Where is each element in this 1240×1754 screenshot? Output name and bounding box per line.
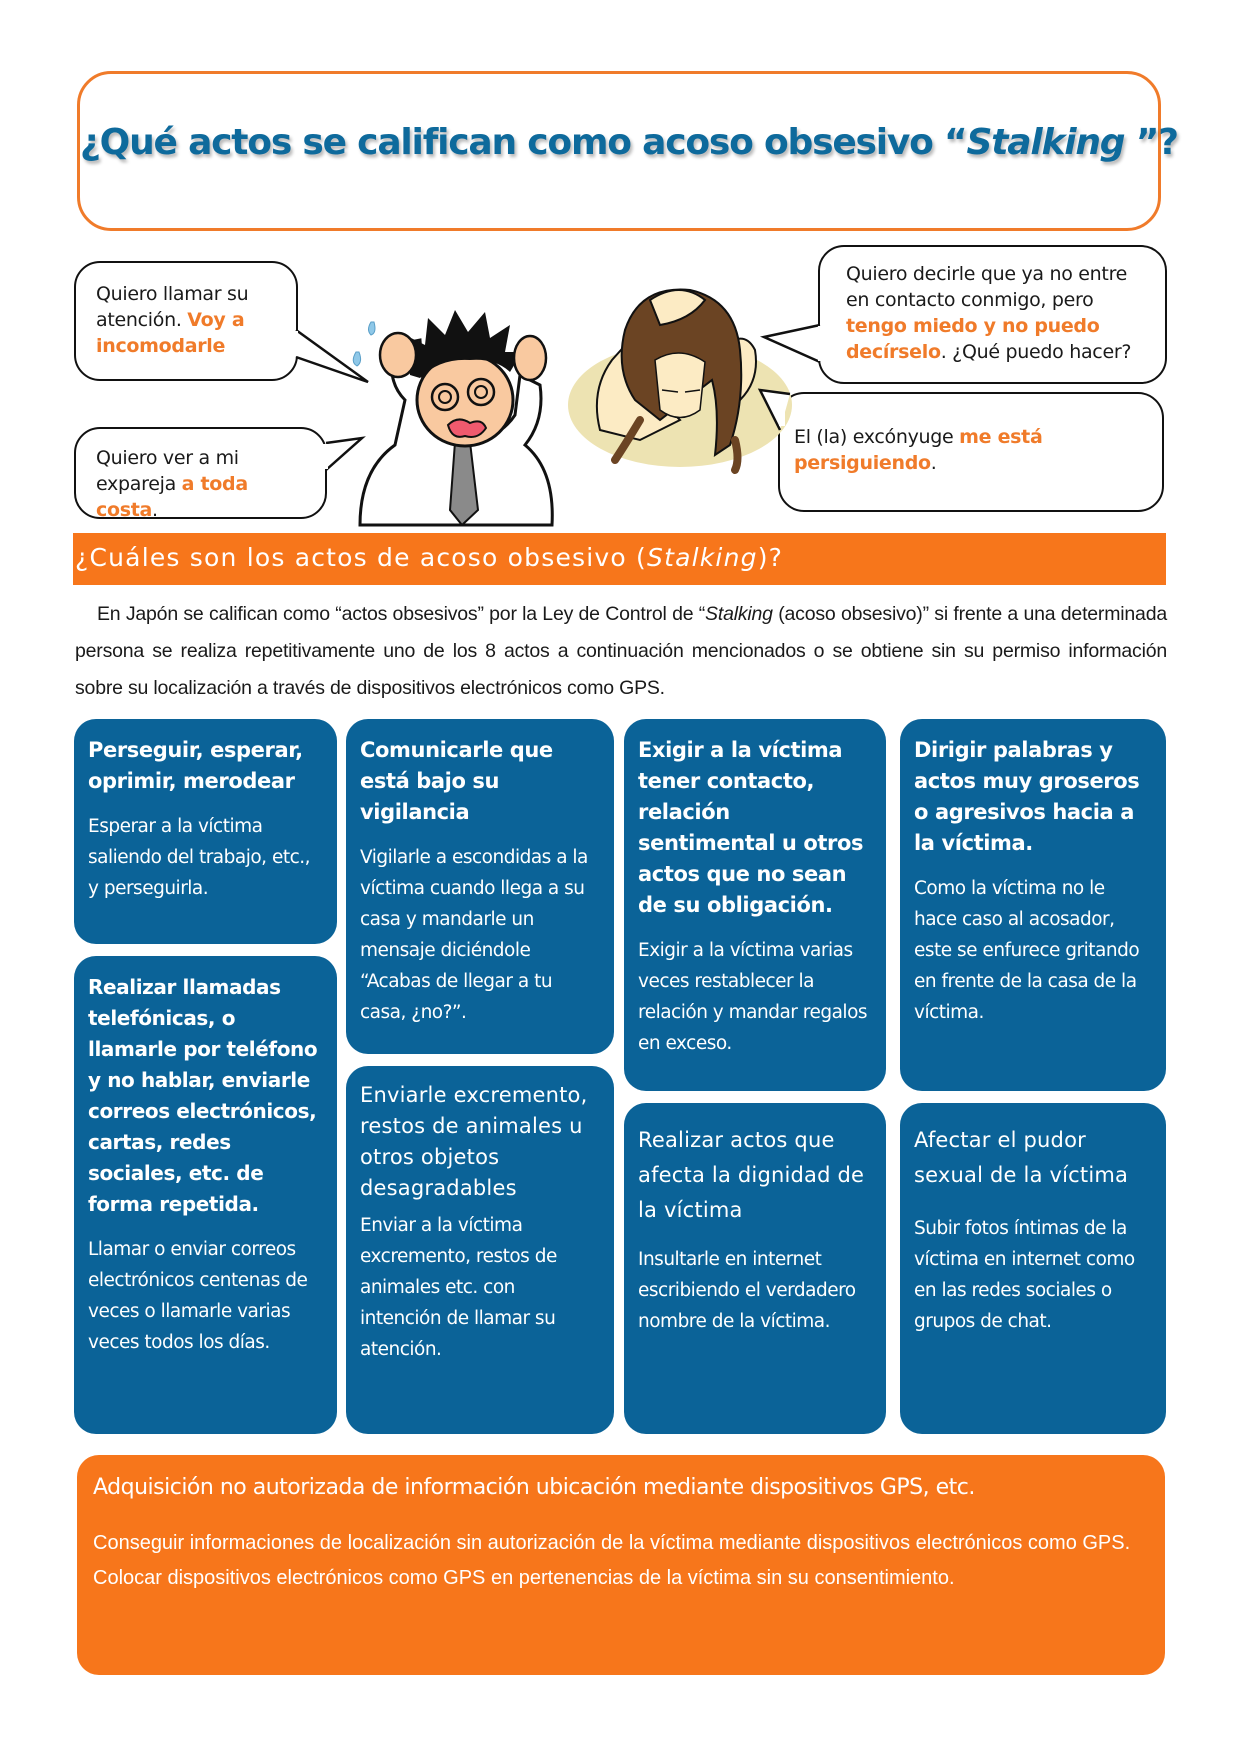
card-body: Esperar a la víctima saliendo del trabajo, etc., y perseguirla. (88, 816, 311, 899)
worried-woman-illustration (568, 290, 792, 471)
title-text: ¿Qué actos se califican como acoso obsesivo “ (80, 122, 967, 163)
speech-bubble-1 (74, 261, 298, 381)
speech-bubble-2 (74, 427, 327, 519)
page-title (80, 122, 1178, 163)
bubble-after: . (152, 499, 158, 521)
card-pudor (900, 1103, 1166, 1434)
card-title: Afectar el pudor sexual de la víctima (914, 1128, 1129, 1187)
card-exigir (624, 719, 886, 1091)
card-vigilancia (346, 719, 614, 1054)
bubble-text: El (la) excónyuge (794, 426, 960, 448)
bubble-highlight: a toda costa (96, 473, 248, 521)
card-title: Enviarle excremento, restos de animales u otros objetos desagradables (360, 1083, 588, 1200)
card-body: Insultarle en internet escribiendo el verdadero nombre de la víctima. (638, 1249, 856, 1332)
card-title: Exigir a la víctima tener contacto, relación sentimental u otros actos que no sean de su obligación. (638, 738, 864, 917)
intro-italic: Stalking (705, 603, 773, 625)
card-body: Exigir a la víctima varias veces restablecer la relación y mandar regalos en exceso. (638, 940, 868, 1054)
section-heading-text: ¿Cuáles son los actos de acoso obsesivo ( (75, 543, 648, 572)
bubble-highlight: me está persiguiendo (794, 426, 1043, 474)
card-title: Perseguir, esperar, oprimir, merodear (88, 738, 303, 793)
intro-text-rest: (acoso obsesivo)” si frente a una determinada persona se realiza repetitivamente uno de los 8 actos a continuación mencionados o se obtiene sin su permiso información sobre su localización a través de dispositivos electrónicos como GPS. (75, 603, 1167, 699)
card-dirigir (900, 719, 1166, 1091)
speech-bubble-3 (818, 245, 1167, 384)
section-heading-suffix: )? (757, 543, 784, 572)
card-body: Enviar a la víctima excremento, restos de animales etc. con intención de llamar su atención. (360, 1215, 557, 1360)
speech-bubble-4 (778, 392, 1164, 512)
card-body: Subir fotos íntimas de la víctima en internet como en las redes sociales o grupos de chat. (914, 1218, 1135, 1332)
card-dignidad (624, 1103, 886, 1434)
intro-text: En Japón se califican como “actos obsesivos” por la Ley de Control de “ (97, 603, 706, 625)
gps-line-1: Conseguir informaciones de localización sin autorización de la víctima mediante dispositivos electrónicos como GPS. (93, 1532, 1131, 1554)
card-body: Vigilarle a escondidas a la víctima cuando llega a su casa y mandarle un mensaje diciéndole “Acabas de llegar a tu casa, ¿no?”. (360, 847, 588, 1023)
title-box (77, 71, 1178, 231)
bubble-highlight: Voy a incomodarle (96, 309, 245, 357)
card-title: Realizar actos que afecta la dignidad de la víctima (638, 1128, 865, 1222)
bubble-text: Quiero ver a mi expareja (96, 447, 239, 495)
card-title: Realizar llamadas telefónicas, o llamarle por teléfono y no hablar, enviarle correos electrónicos, cartas, redes sociales, etc. de forma repetida. (88, 975, 318, 1216)
gps-title: Adquisición no autorizada de información ubicación mediante dispositivos GPS, etc. (93, 1475, 975, 1500)
card-body: Llamar o enviar correos electrónicos centenas de veces o llamarle varias veces todos los días. (88, 1239, 308, 1353)
card-body: Como la víctima no le hace caso al acosador, este se enfurece gritando en frente de la casa de la víctima. (914, 878, 1140, 1023)
bubble-after: . ¿Qué puedo hacer? (940, 341, 1132, 363)
bubble-text: Quiero decirle que ya no entre en contacto conmigo, pero (846, 263, 1128, 311)
section-heading-italic: Stalking (647, 543, 758, 572)
gps-info-box (77, 1455, 1165, 1675)
title-suffix: ”? (1124, 122, 1178, 163)
title-italic: Stalking (966, 122, 1125, 163)
bubble-text: Quiero llamar su atención. (96, 283, 249, 331)
bubble-highlight: tengo miedo y no puedo decírselo (846, 315, 1100, 363)
card-llamadas (74, 956, 337, 1434)
intro-paragraph (75, 596, 1167, 707)
bubble-after: . (930, 452, 937, 474)
worried-man-illustration (353, 310, 552, 525)
card-title: Comunicarle que está bajo su vigilancia (360, 738, 553, 824)
card-title: Dirigir palabras y actos muy groseros o agresivos hacia a la víctima. (914, 738, 1140, 855)
card-enviarle (346, 1066, 614, 1434)
gps-line-2: Colocar dispositivos electrónicos como GPS en pertenencias de la víctima sin su consentimiento. (93, 1567, 955, 1589)
bubble-tails (292, 325, 824, 470)
section-heading-band (73, 533, 1166, 585)
card-perseguir (74, 719, 337, 944)
section-heading (75, 543, 783, 572)
